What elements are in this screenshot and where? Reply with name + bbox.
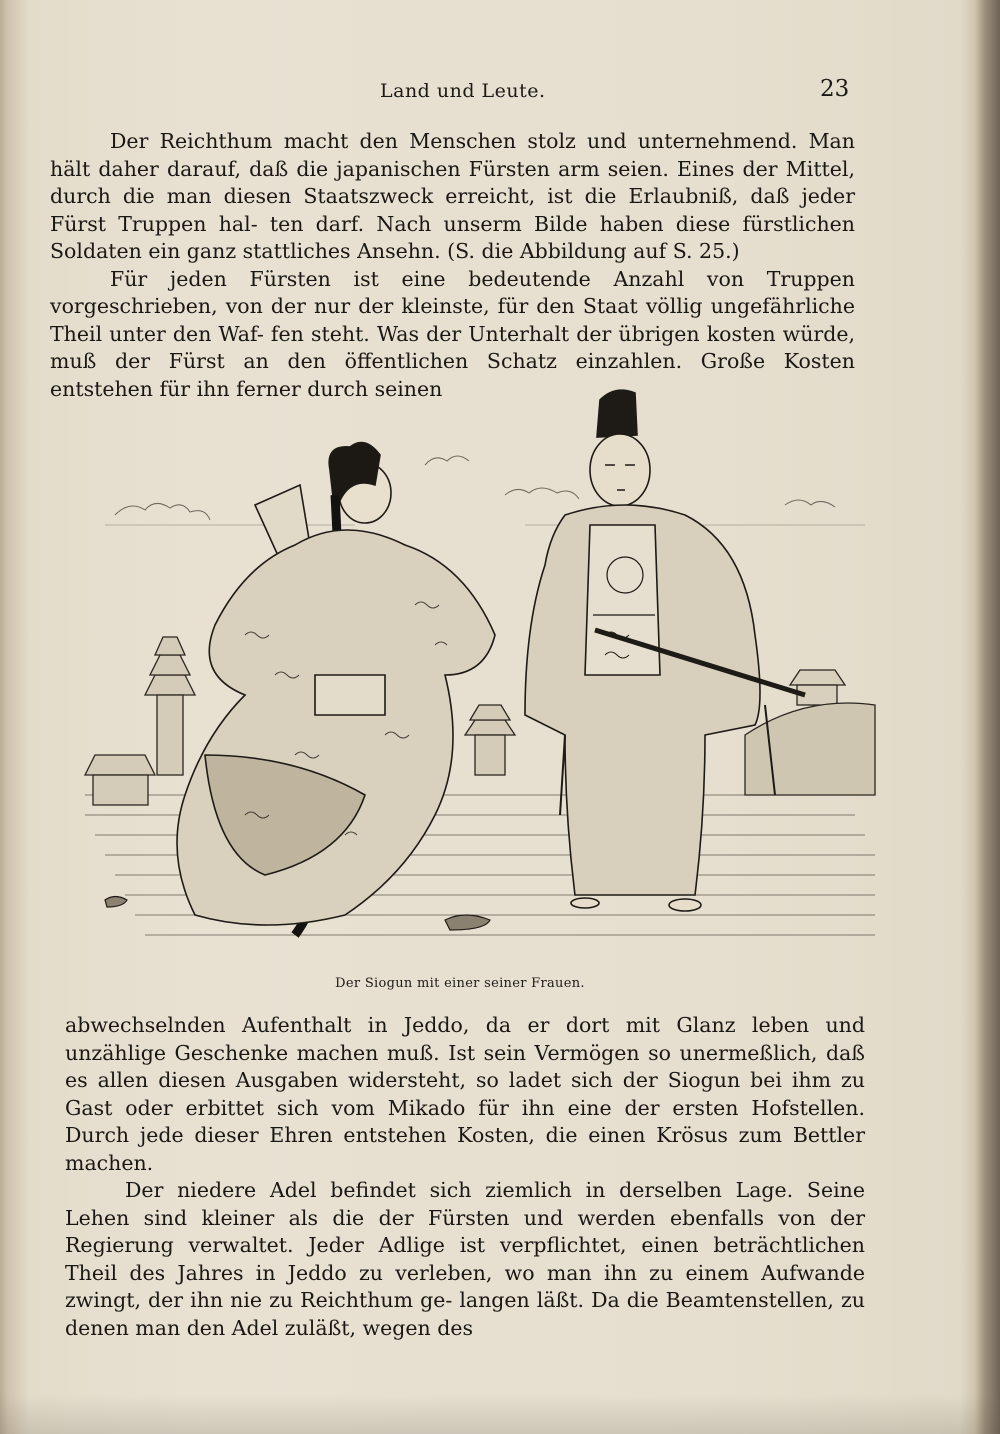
text-block-bottom (65, 1012, 865, 1342)
text-block-top (50, 128, 855, 403)
running-title: Land und Leute. (380, 80, 546, 102)
page-number: 23 (820, 76, 850, 102)
paragraph: Der niedere Adel befindet sich ziemlich in derselben Lage. Seine Lehen sind kleiner als die der Fürsten und werden ebenfalls von der Regierung verwaltet. Jeder Adlige ist verpflichtet, einen beträchtlichen Theil des Jahres in Jeddo zu verleben, wo man ihn zu einem Aufwande zwingt, der ihn nie zu Reichthum ge- langen läßt. Da die Beamtenstellen, zu denen man den Adel zuläßt, wegen des (65, 1178, 865, 1340)
engraving-illustration (45, 375, 885, 955)
figure-caption: Der Siogun mit einer seiner Frauen. (335, 976, 585, 991)
paragraph: Der Reichthum macht den Menschen stolz und unternehmend. Man hält daher darauf, daß die japanischen Fürsten arm seien. Eines der Mittel, durch die man diesen Staatszweck erreicht, ist die Erlaubniß, daß jeder Fürst Truppen hal- ten darf. Nach unserm Bilde haben diese fürstlichen Soldaten ein ganz stattliches Ansehn. (S. die Abbildung auf S. 25.) (50, 129, 855, 263)
paragraph: Für jeden Fürsten ist eine bedeutende Anzahl von Truppen vorgeschrieben, von der nur der kleinste, für den Staat völlig ungefährliche Theil unter den Waf- fen steht. Was der Unterhalt der übrigen kosten würde, muß der Fürst an den öffentlichen Schatz einzahlen. Große Kosten entstehen für ihn ferner durch seinen (50, 266, 855, 401)
paragraph: abwechselnden Aufenthalt in Jeddo, da er dort mit Glanz leben und unzählige Geschenke machen muß. Ist sein Vermögen so unermeßlich, daß es allen diesen Ausgaben widersteht, so ladet sich der Siogun bei ihm zu Gast oder erbittet sich vom Mikado für ihn eine der ersten Hofstellen. Durch jede dieser Ehren entstehen Kosten, die einen Krösus zum Bettler machen. (65, 1013, 865, 1175)
